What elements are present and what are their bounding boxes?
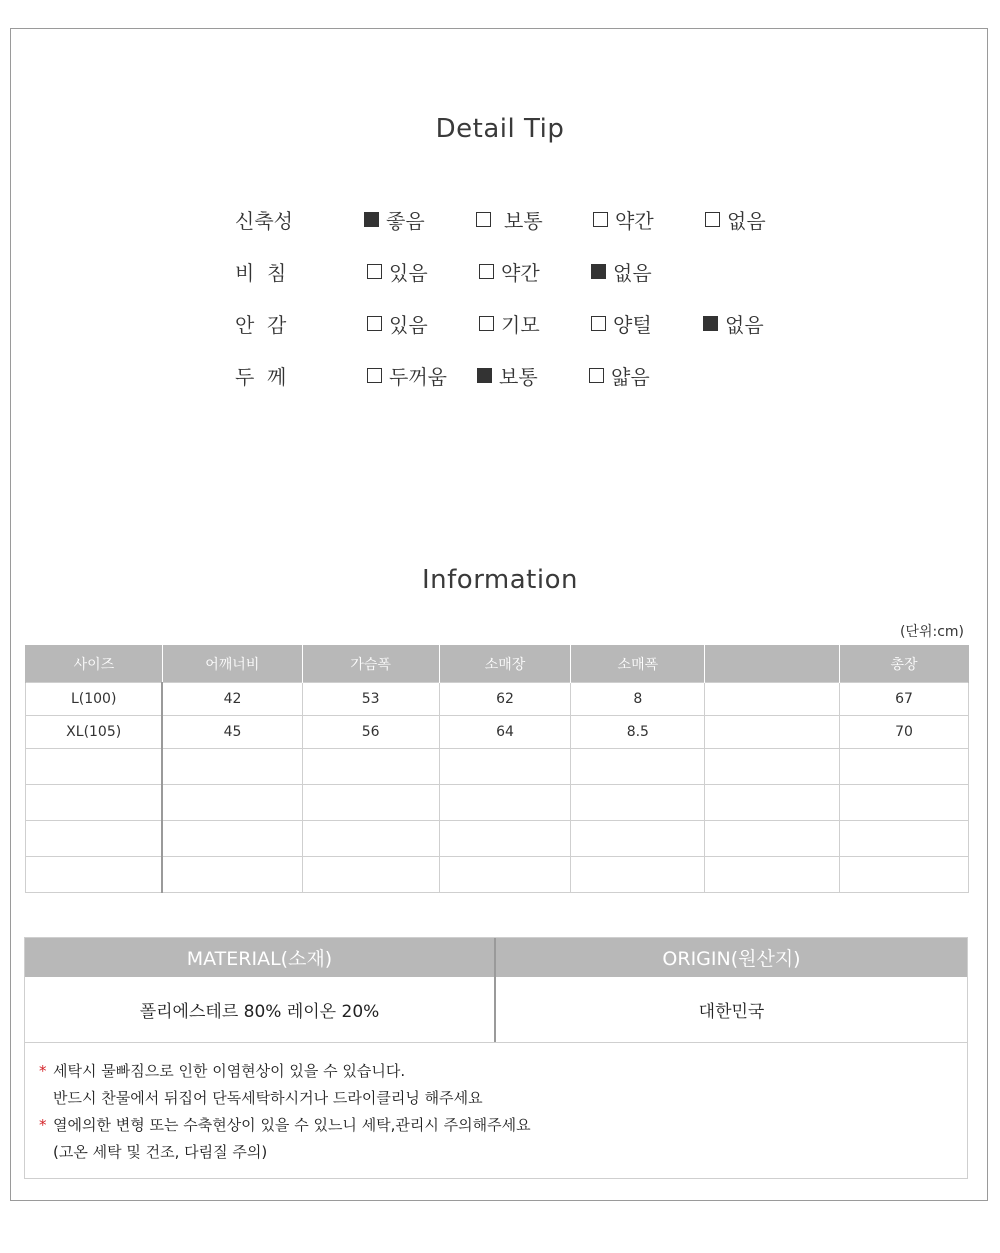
table-cell bbox=[26, 749, 163, 785]
care-notes bbox=[39, 1058, 531, 1166]
table-cell bbox=[162, 749, 302, 785]
table-cell: L(100) bbox=[26, 683, 163, 716]
checkbox bbox=[703, 316, 718, 331]
note-text: (고온 세탁 및 건조, 다림질 주의) bbox=[53, 1143, 268, 1161]
tip-row-thickness bbox=[0, 361, 1000, 391]
tip-row-lining bbox=[0, 309, 1000, 339]
tip-label: 신축성 bbox=[235, 209, 293, 233]
table-cell bbox=[302, 785, 439, 821]
tip-option bbox=[367, 257, 428, 286]
table-cell bbox=[571, 785, 705, 821]
tip-option bbox=[477, 361, 538, 390]
tip-option bbox=[705, 205, 766, 234]
note-text: 세탁시 물빠짐으로 인한 이염현상이 있을 수 있습니다. bbox=[53, 1062, 406, 1080]
header-cell: 소매장 bbox=[439, 645, 571, 683]
option-label: 약간 bbox=[615, 209, 654, 233]
tip-option bbox=[476, 205, 543, 234]
checkbox bbox=[364, 212, 379, 227]
tip-option bbox=[593, 205, 654, 234]
table-cell bbox=[26, 857, 163, 893]
tip-option bbox=[589, 361, 650, 390]
option-label: 있음 bbox=[389, 313, 428, 337]
table-cell: 45 bbox=[162, 716, 302, 749]
option-label: 보통 bbox=[499, 365, 538, 389]
material-header: MATERIAL(소재) bbox=[25, 938, 494, 977]
option-label: 있음 bbox=[389, 261, 428, 285]
care-note bbox=[39, 1139, 531, 1166]
option-label: 보통 bbox=[504, 209, 543, 233]
unit-label: (단위:cm) bbox=[899, 624, 964, 640]
table-cell bbox=[571, 857, 705, 893]
header-cell: 사이즈 bbox=[26, 645, 163, 683]
tip-label: 비 침 bbox=[235, 261, 287, 285]
material-value: 폴리에스테르 80% 레이온 20% bbox=[139, 1002, 380, 1022]
table-cell bbox=[26, 821, 163, 857]
table-row-empty bbox=[26, 785, 969, 821]
table-row bbox=[26, 716, 969, 749]
table-cell bbox=[705, 683, 840, 716]
checkbox bbox=[476, 212, 491, 227]
tip-row-sheer bbox=[0, 257, 1000, 287]
origin-header: ORIGIN(원산지) bbox=[496, 938, 967, 977]
tip-row-stretch bbox=[0, 205, 1000, 235]
option-label: 두꺼움 bbox=[389, 365, 447, 389]
table-cell bbox=[162, 857, 302, 893]
table-cell bbox=[26, 785, 163, 821]
tip-option bbox=[367, 361, 447, 390]
table-row bbox=[26, 683, 969, 716]
checkbox bbox=[593, 212, 608, 227]
table-cell bbox=[302, 857, 439, 893]
material-origin-box bbox=[24, 937, 968, 1179]
care-note bbox=[39, 1112, 531, 1139]
table-cell bbox=[302, 821, 439, 857]
asterisk-icon: * bbox=[39, 1062, 47, 1080]
detail-tip-title: Detail Tip bbox=[435, 114, 565, 144]
size-table bbox=[25, 645, 969, 893]
origin-value: 대한민국 bbox=[698, 1002, 765, 1022]
table-cell bbox=[705, 821, 840, 857]
checkbox bbox=[479, 316, 494, 331]
option-label: 양털 bbox=[613, 313, 652, 337]
size-table-header bbox=[26, 645, 969, 683]
information-title: Information bbox=[421, 565, 578, 595]
option-label: 기모 bbox=[501, 313, 540, 337]
table-cell bbox=[439, 749, 571, 785]
table-cell: 56 bbox=[302, 716, 439, 749]
table-cell bbox=[439, 821, 571, 857]
table-cell: 67 bbox=[840, 683, 969, 716]
checkbox bbox=[367, 368, 382, 383]
checkbox bbox=[479, 264, 494, 279]
tip-label: 안 감 bbox=[235, 313, 287, 337]
table-cell bbox=[162, 821, 302, 857]
tip-option bbox=[364, 205, 425, 234]
row-divider bbox=[25, 1042, 967, 1043]
table-cell: 53 bbox=[302, 683, 439, 716]
header-cell: 소매폭 bbox=[571, 645, 705, 683]
table-row-empty bbox=[26, 749, 969, 785]
option-label: 좋음 bbox=[386, 209, 425, 233]
table-cell bbox=[705, 857, 840, 893]
checkbox bbox=[477, 368, 492, 383]
table-row-empty bbox=[26, 821, 969, 857]
table-cell bbox=[840, 857, 969, 893]
table-cell: 42 bbox=[162, 683, 302, 716]
asterisk-icon: * bbox=[39, 1116, 47, 1134]
option-label: 없음 bbox=[613, 261, 652, 285]
table-cell: 8.5 bbox=[571, 716, 705, 749]
table-cell bbox=[162, 785, 302, 821]
table-cell: 70 bbox=[840, 716, 969, 749]
note-text: 반드시 찬물에서 뒤집어 단독세탁하시거나 드라이클리닝 해주세요 bbox=[53, 1089, 483, 1107]
table-cell: XL(105) bbox=[26, 716, 163, 749]
table-cell bbox=[705, 716, 840, 749]
option-label: 없음 bbox=[725, 313, 764, 337]
table-cell: 64 bbox=[439, 716, 571, 749]
tip-label: 두 께 bbox=[235, 365, 287, 389]
note-text: 열에의한 변형 또는 수축현상이 있을 수 있느니 세탁,관리시 주의해주세요 bbox=[53, 1116, 531, 1134]
checkbox bbox=[705, 212, 720, 227]
option-label: 약간 bbox=[501, 261, 540, 285]
option-label: 없음 bbox=[727, 209, 766, 233]
tip-option bbox=[591, 309, 652, 338]
table-cell bbox=[571, 749, 705, 785]
tip-option bbox=[591, 257, 652, 286]
table-cell: 62 bbox=[439, 683, 571, 716]
checkbox bbox=[591, 316, 606, 331]
table-cell bbox=[840, 749, 969, 785]
table-cell bbox=[439, 785, 571, 821]
header-cell: 가슴폭 bbox=[302, 645, 439, 683]
table-cell bbox=[840, 821, 969, 857]
tip-option bbox=[703, 309, 764, 338]
checkbox bbox=[589, 368, 604, 383]
table-cell: 8 bbox=[571, 683, 705, 716]
care-note bbox=[39, 1058, 531, 1085]
table-cell bbox=[571, 821, 705, 857]
table-cell bbox=[840, 785, 969, 821]
table-cell bbox=[705, 785, 840, 821]
tip-option bbox=[479, 257, 540, 286]
header-cell: 어깨너비 bbox=[162, 645, 302, 683]
table-cell bbox=[302, 749, 439, 785]
header-cell: 총장 bbox=[840, 645, 969, 683]
table-row-empty bbox=[26, 857, 969, 893]
care-note bbox=[39, 1085, 531, 1112]
tip-option bbox=[479, 309, 540, 338]
checkbox bbox=[367, 264, 382, 279]
column-divider bbox=[494, 938, 496, 1042]
table-cell bbox=[439, 857, 571, 893]
header-cell bbox=[705, 645, 840, 683]
checkbox bbox=[367, 316, 382, 331]
option-label: 얇음 bbox=[611, 365, 650, 389]
table-cell bbox=[705, 749, 840, 785]
checkbox bbox=[591, 264, 606, 279]
tip-option bbox=[367, 309, 428, 338]
